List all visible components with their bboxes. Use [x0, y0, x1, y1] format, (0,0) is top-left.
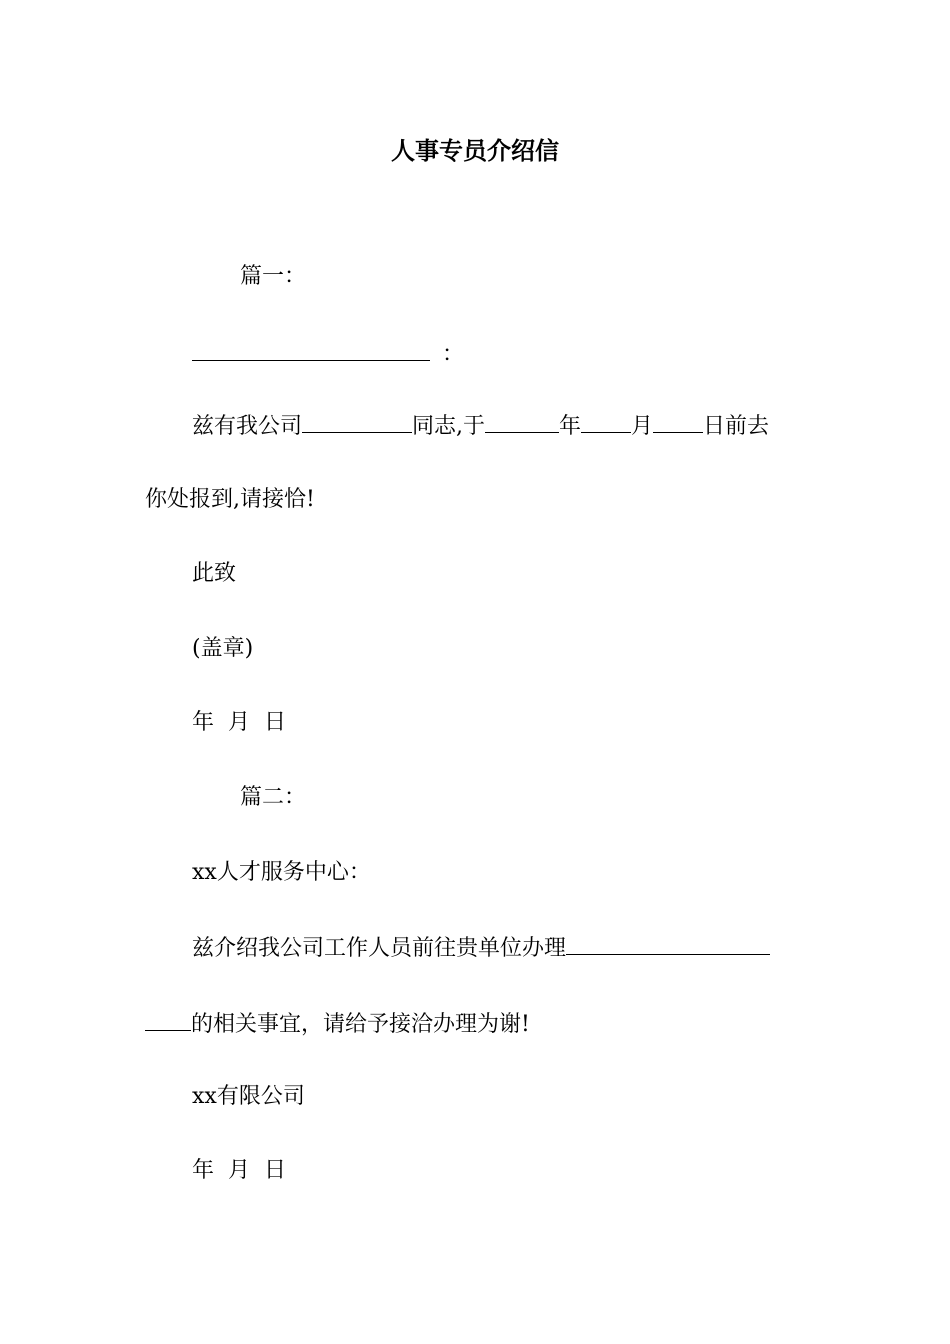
- body-text: 月: [631, 414, 654, 439]
- part2-recipient: xx人才服务中心：: [192, 860, 371, 885]
- part1-date: [192, 708, 286, 738]
- part1-closing: 此致: [192, 561, 237, 586]
- part2-date: [192, 1156, 286, 1186]
- part1-body-line2: 你处报到,请接恰!: [145, 487, 315, 512]
- recipient-colon: ：: [442, 342, 465, 367]
- day-blank: [653, 410, 703, 433]
- date-year: 年: [192, 1158, 215, 1183]
- date-year: 年: [192, 710, 215, 735]
- part2-heading: 篇二：: [240, 785, 307, 810]
- document-title: 人事专员介绍信: [391, 136, 559, 165]
- body-text: 年: [559, 414, 582, 439]
- body-text: 的相关事宜，请给予接洽办理为谢!: [191, 1012, 530, 1037]
- body-text: 同志,于: [412, 414, 486, 439]
- part1-body-line1: [192, 410, 769, 442]
- body-text: 日前去: [703, 414, 770, 439]
- part1-seal: (盖章): [192, 636, 254, 661]
- name-blank: [302, 410, 412, 433]
- date-month: 月: [228, 1158, 251, 1183]
- part2-body-line1: [192, 932, 770, 964]
- date-month: 月: [228, 710, 251, 735]
- matter-blank-cont: [145, 1008, 191, 1031]
- matter-blank: [566, 932, 770, 955]
- part2-body-line2: [145, 1008, 530, 1040]
- part2-company: xx有限公司: [192, 1084, 305, 1109]
- year-blank: [485, 410, 559, 433]
- date-day: 日: [264, 710, 287, 735]
- body-text: 兹有我公司: [192, 414, 303, 439]
- month-blank: [581, 410, 631, 433]
- date-day: 日: [264, 1158, 287, 1183]
- part1-heading: 篇一：: [240, 264, 307, 289]
- body-text: 兹介绍我公司工作人员前往贵单位办理: [192, 936, 567, 961]
- recipient-blank: [192, 338, 430, 361]
- part1-recipient-line: [192, 338, 464, 370]
